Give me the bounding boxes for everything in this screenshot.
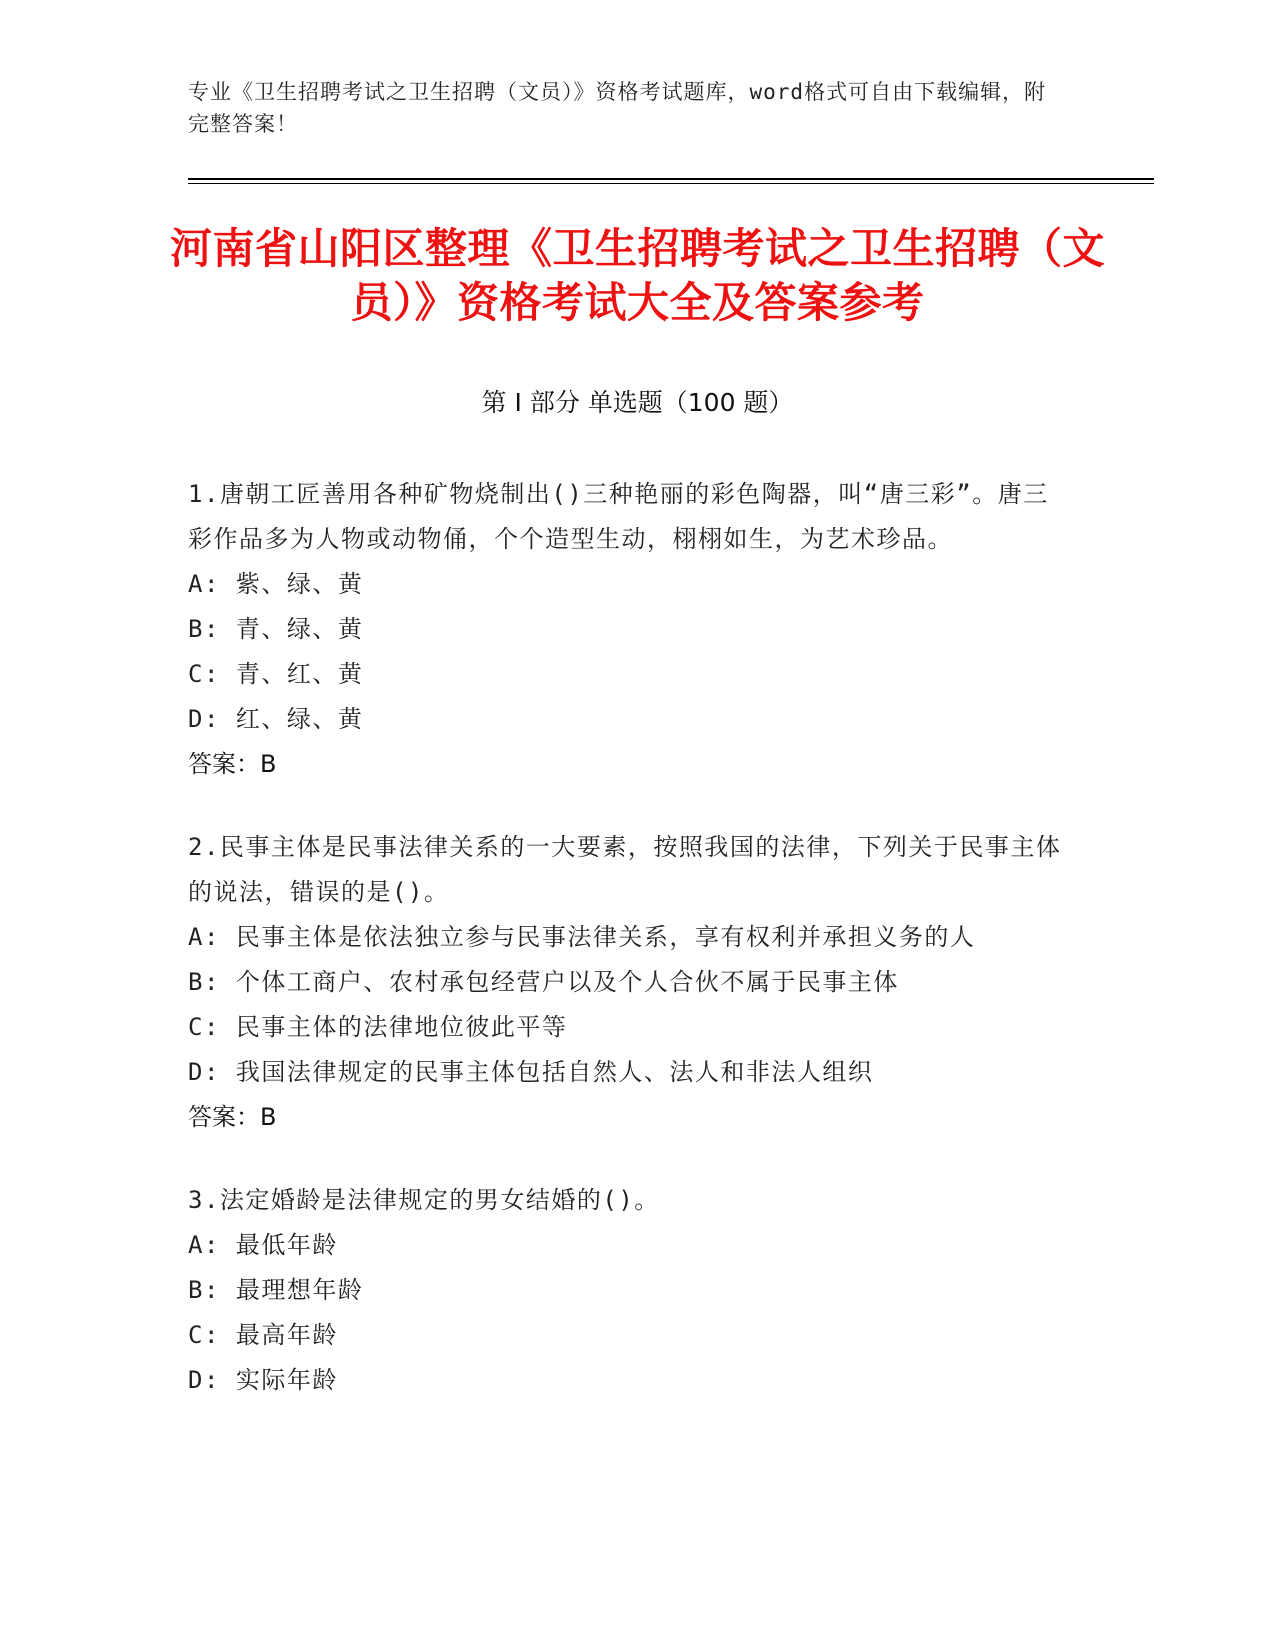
option-key: A: xyxy=(188,570,220,598)
header-rule-thick xyxy=(188,178,1154,180)
option-d xyxy=(188,1050,1068,1095)
option-b xyxy=(188,1268,1068,1313)
option-text: 紫、绿、黄 xyxy=(235,570,364,598)
option-text: 实际年龄 xyxy=(235,1366,338,1394)
option-key: C: xyxy=(188,1013,220,1041)
option-a xyxy=(188,1223,1068,1268)
option-key: B: xyxy=(188,615,220,643)
header-rule-thin xyxy=(188,183,1154,184)
document-title: 河南省山阳区整理《卫生招聘考试之卫生招聘（文员）》资格考试大全及答案参考 xyxy=(169,224,1105,327)
option-text: 个体工商户、农村承包经营户以及个人合伙不属于民事主体 xyxy=(235,968,899,996)
option-text: 红、绿、黄 xyxy=(235,705,364,733)
option-a xyxy=(188,562,1068,607)
option-c xyxy=(188,1005,1068,1050)
option-key: B: xyxy=(188,968,220,996)
option-c xyxy=(188,652,1068,697)
option-b xyxy=(188,607,1068,652)
option-key: A: xyxy=(188,923,220,951)
option-text: 最高年龄 xyxy=(235,1321,338,1349)
option-b xyxy=(188,960,1068,1005)
question-stem: 1.唐朝工匠善用各种矿物烧制出()三种艳丽的彩色陶器，叫“唐三彩”。唐三彩作品多为人物或动物俑，个个造型生动，栩栩如生，为艺术珍品。 xyxy=(188,480,1049,553)
header-note: 专业《卫生招聘考试之卫生招聘（文员）》资格考试题库，word格式可自由下载编辑，附完整答案！ xyxy=(188,80,1047,136)
question-1 xyxy=(188,472,1068,787)
option-key: D: xyxy=(188,1058,220,1086)
option-text: 青、红、黄 xyxy=(235,660,364,688)
option-c xyxy=(188,1313,1068,1358)
option-a xyxy=(188,915,1068,960)
option-d xyxy=(188,1358,1068,1403)
option-text: 青、绿、黄 xyxy=(235,615,364,643)
question-3 xyxy=(188,1178,1068,1403)
option-key: A: xyxy=(188,1231,220,1259)
answer-line: 答案：B xyxy=(188,750,277,778)
question-stem: 3.法定婚龄是法律规定的男女结婚的()。 xyxy=(188,1186,660,1214)
section-title: 第 I 部分 单选题（100 题） xyxy=(481,388,794,417)
option-key: B: xyxy=(188,1276,220,1304)
option-key: C: xyxy=(188,1321,220,1349)
option-text: 最低年龄 xyxy=(235,1231,338,1259)
question-2 xyxy=(188,825,1068,1140)
option-text: 民事主体的法律地位彼此平等 xyxy=(235,1013,568,1041)
option-d xyxy=(188,697,1068,742)
option-key: D: xyxy=(188,705,220,733)
option-text: 我国法律规定的民事主体包括自然人、法人和非法人组织 xyxy=(235,1058,874,1086)
option-key: D: xyxy=(188,1366,220,1394)
question-list xyxy=(188,472,1068,1441)
question-stem: 2.民事主体是民事法律关系的一大要素，按照我国的法律，下列关于民事主体的说法，错误的是()。 xyxy=(188,833,1062,906)
option-text: 最理想年龄 xyxy=(235,1276,364,1304)
option-text: 民事主体是依法独立参与民事法律关系，享有权利并承担义务的人 xyxy=(235,923,976,951)
option-key: C: xyxy=(188,660,220,688)
answer-line: 答案：B xyxy=(188,1103,277,1131)
